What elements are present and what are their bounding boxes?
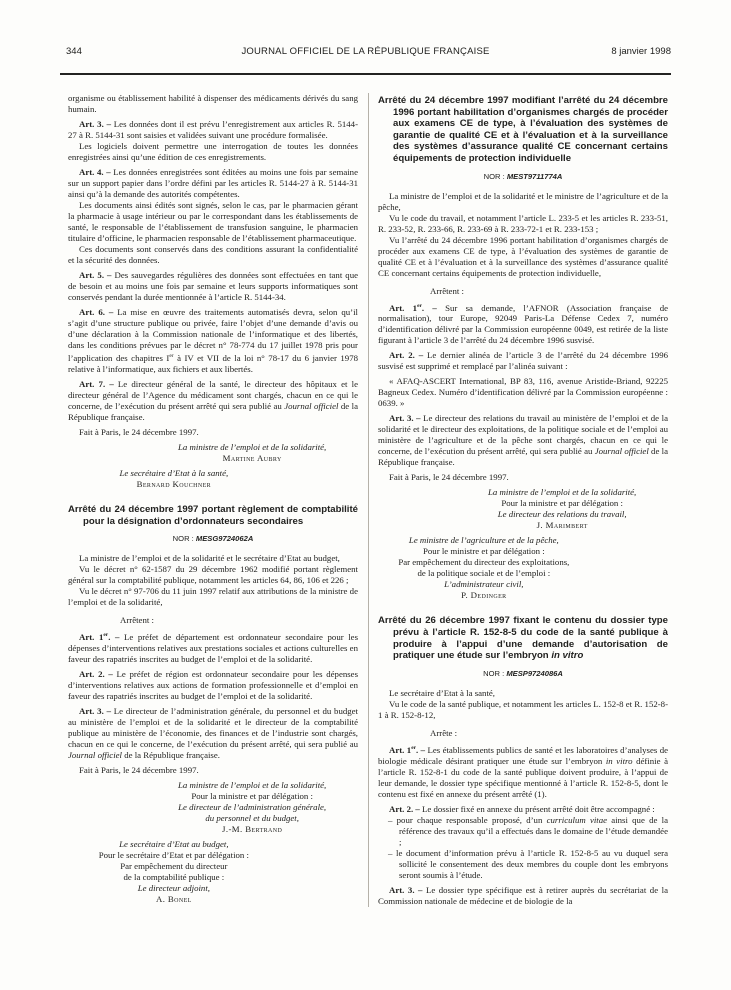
text-segment: P. Dedinger (461, 590, 507, 601)
paragraph (378, 743, 668, 800)
signature-line (378, 579, 668, 590)
paragraph (378, 213, 668, 235)
signature-line (68, 813, 358, 824)
text-segment: Les données enregistrées sont éditées au moins une fois par semaine sur un support papier dans l’ordre défini par les articles R. 5144-27 à R. 5144-31 ainsi qu’à la demande des autorités compétentes. (68, 167, 358, 199)
paragraph (68, 630, 358, 665)
page-number: 344 (66, 46, 82, 57)
signature-line (378, 590, 668, 601)
journal-title: JOURNAL OFFICIEL DE LA RÉPUBLIQUE FRANÇAISE (241, 46, 490, 57)
paragraph (68, 167, 358, 200)
signature-line (378, 535, 668, 546)
text-segment: Le préfet de département est ordonnateur secondaire pour les dépenses d’interventions relatives aux prestations sociales et actions culturelles en faveur des rapatriés inscrites au budget de l’emploi et de la solidarité. (68, 632, 359, 665)
signature-line (378, 557, 668, 568)
text-segment: Des sauvegardes régulières des données sont effectuées en tant que de besoin et au moins une fois par semaine et leurs supports informatiques sont conservés pendant la durée mentionnée à l’article R. 5144-34. (68, 270, 359, 302)
text-segment: « AFAQ-ASCERT International, BP 83, 116, avenue Aristide-Briand, 92225 Bagneux Cedex. Numéro d’identification délivré par la Commission européenne : 0639. » (378, 376, 668, 409)
text-segment: A. Bonel (155, 894, 192, 905)
text-segment: Journal officiel (68, 750, 122, 761)
text-segment: Sur sa demande, l’AFNOR (Association française de normalisation), tour Europe, 92049 Paris-La Défense Cedex 7, numéro d’identification délivré par la Commission européenne 0049, est retirée de la liste figurant à l’article 3 de l’arrêté du 24 décembre 1996 susvisé. (378, 302, 668, 346)
text-segment: Fait à Paris, le 24 décembre 1997. (79, 765, 199, 776)
text-segment: – le document d’information prévu à l’article R. 152-8-5 au vu duquel sera sollicité le consentement des deux membres du couple dont les embryons seront soumis à l’étude. (388, 847, 668, 880)
paragraph (68, 119, 358, 141)
text-segment: Arrêté du 24 décembre 1997 modifiant l’arrêté du 24 décembre 1996 portant habilitation d’organismes chargés de procéder aux examens CE de type, à l’évaluation des systèmes de garantie de qualité CE et à l’évaluation et à la surveillance des systèmes d’assurance qualité CE concernant certains équipements de protection individuelle (378, 95, 668, 164)
signature-line (68, 824, 358, 835)
text-segment: Pour la ministre et par délégation : (501, 498, 623, 509)
right-column (378, 93, 668, 907)
text-segment: Le préfet de région est ordonnateur secondaire pour les dépenses d’interventions relatives aux actions de formation professionnelle et d’emploi en faveur des rapatriés inscrites au budget de l’emploi et de la solidarité. (68, 669, 358, 702)
signature-line (378, 498, 668, 509)
text-segment: Le directeur de l’administration générale, du personnel et du budget au ministère de l’emploi et de la solidarité et le directeur de la comptabilité publique au ministère de l’économie, des finances et de l’industrie sont chargés, chacun en ce qui le concerne, de l’exécution du présent arrêté, qui sera publié au (68, 706, 358, 750)
signature-line (378, 568, 668, 579)
column-divider (368, 93, 369, 907)
paragraph (68, 200, 358, 244)
text-segment: Art. 7. – (79, 378, 118, 389)
paragraph (378, 804, 668, 815)
text-segment: Le secrétaire d’Etat à la santé, (119, 467, 229, 478)
page-body (68, 93, 668, 907)
text-segment: curriculum vitae (546, 814, 608, 825)
text-segment: J. Marimbert (536, 520, 588, 531)
text-segment: Le directeur de l’administration générale, (178, 802, 327, 813)
signature-line (68, 780, 358, 791)
signature-line (68, 802, 358, 813)
text-segment: er (417, 302, 422, 309)
text-segment: NOR : (172, 534, 196, 544)
signature-line (68, 839, 358, 850)
paragraph (68, 586, 358, 608)
text-segment: MESG9724062A (195, 534, 254, 544)
paragraph (378, 350, 668, 372)
text-segment: Vu le code du travail, et notamment l’article L. 233-5 et les articles R. 233-51, R. 233-52, R. 233-66, R. 233-69 à R. 233-72-1 et R. 233-153 ; (378, 212, 668, 234)
text-segment: Le directeur général de la santé, le directeur des hôpitaux et le directeur général de l’Agence du médicament sont chargés, chacun en ce qui le concerne, de l’exécution du présent arrêté qui sera publié au (68, 378, 358, 411)
paragraph (68, 379, 358, 423)
text-segment: Arrêté du 24 décembre 1997 portant règlement de comptabilité pour la désignation d’ordonnateurs secondaires (68, 503, 358, 527)
text-segment: Arrêté du 26 décembre 1997 fixant le contenu du dossier type prévu à l’article R. 152-8-5 du code de la santé publique à produire à l’appui d’une demande d’autorisation de pratiquer une étude sur l’embryon (378, 615, 668, 662)
text-segment: Art. 3. – (389, 413, 424, 424)
text-segment: NOR : (483, 171, 507, 181)
text-segment: NOR : (483, 668, 507, 678)
text-segment: . – (421, 302, 446, 313)
text-segment: Art. 2. – (389, 803, 422, 814)
nor-line (378, 668, 668, 679)
text-segment: La ministre de l’emploi et de la solidarité, (178, 780, 327, 791)
text-segment: Vu le code de la santé publique, et notamment les articles L. 152-8 et R. 152-8-1 à R. 152-8-12, (378, 698, 668, 720)
text-segment: Martine Aubry (222, 452, 282, 463)
text-segment: Art. 4. – (79, 167, 114, 177)
text-segment: Art. 1 (389, 302, 418, 313)
article-heading (68, 504, 358, 527)
text-segment: Les logiciels doivent permettre une interrogation de toutes les données enregistrées ainsi qu’une édition de ces enregistrements. (68, 141, 358, 162)
text-segment: Le secrétaire d’Etat au budget, (119, 839, 229, 850)
paragraph (378, 301, 668, 347)
text-segment: ainsi que de la référence des travaux qu’il a effectués dans le domaine de l’étude demandée ; (399, 814, 668, 847)
decree-formula (378, 286, 668, 297)
signature-line (68, 861, 358, 872)
signature-line (68, 894, 358, 905)
text-segment: Ces documents sont conservés dans des conditions assurant la confidentialité et la sécurité des données. (68, 244, 358, 265)
text-segment: Journal officiel (284, 400, 339, 411)
article-heading (378, 95, 668, 165)
text-segment: La ministre de l’emploi et de la solidarité, (178, 441, 327, 452)
paragraph (68, 706, 358, 761)
paragraph (68, 564, 358, 586)
nor-line (378, 171, 668, 182)
signature-line (68, 883, 358, 894)
text-segment: Le dossier fixé en annexe du présent arrêté doit être accompagné : (421, 803, 655, 814)
text-segment: de la République française. (122, 750, 220, 761)
text-segment: Pour le ministre et par délégation : (423, 546, 545, 557)
text-segment: Art. 2. – (79, 669, 117, 680)
text-segment: de la politique sociale et de l’emploi : (417, 568, 551, 579)
text-segment: Le directeur des relations du travail au ministère de l’emploi et de la solidarité et le directeur des exploitations, de la politique sociale et de l’emploi au ministère de l’agriculture et de la pêche sont chargés, chacun en ce qui le concerne, de l’exécution du présent arrêté, qui sera publié au (378, 413, 669, 457)
text-segment: à IV et VII de la loi n° 78-17 du 6 janvier 1978 relative à l’informatique, aux fichiers et aux libertés. (68, 352, 358, 374)
paragraph (68, 307, 358, 375)
nor-line (68, 533, 358, 544)
text-segment: Art. 6. – (79, 307, 118, 317)
text-segment: MEST9711774A (506, 171, 563, 181)
page-header (60, 46, 671, 62)
signature-line (378, 520, 668, 531)
signature-line (68, 850, 358, 861)
issue-date: 8 janvier 1998 (611, 46, 671, 57)
signature-line (68, 872, 358, 883)
text-segment: Le dossier type spécifique est à retirer auprès du secrétariat de la Commission nationale de médecine et de biologie de la (378, 884, 668, 906)
text-segment: Le directeur des relations du travail, (497, 509, 627, 520)
text-segment: MESP9724086A (506, 668, 563, 678)
signature-line (378, 546, 668, 557)
text-segment: Le dernier alinéa de l’article 3 de l’arrêté du 24 décembre 1996 susvisé est supprimé et remplacé par l’alinéa suivant : (378, 350, 669, 372)
text-segment: er (169, 353, 174, 359)
text-segment: définie à l’article R. 152-8-1 du code de la santé publique doivent produire, à l’appui de leur demande, le dossier type spécifique mentionné à l’article R. 152-8-5, dont le contenu est fixé en annexe du présent arrêté (1). (378, 755, 668, 799)
paragraph (378, 235, 668, 279)
text-segment: La ministre de l’emploi et de la solidarité, (488, 487, 637, 498)
text-segment: J.-M. Bertrand (222, 824, 283, 835)
signature-line (378, 509, 668, 520)
text-segment: er (411, 744, 417, 751)
text-segment: Arrêtent : (120, 615, 154, 626)
text-segment: in vitro (605, 755, 633, 766)
text-segment: Art. 3. – (79, 706, 114, 717)
paragraph (68, 553, 358, 564)
text-segment: Fait à Paris, le 24 décembre 1997. (389, 472, 509, 483)
text-segment: . – (416, 744, 428, 755)
text-segment: Art. 5. – (79, 270, 115, 280)
text-segment: Les données dont il est prévu l’enregistrement aux articles R. 5144-27 à R. 5144-31 sont saisies et validées suivant une procédure formalisée. (68, 119, 359, 140)
paragraph (68, 765, 358, 776)
text-segment: de la comptabilité publique : (123, 872, 225, 883)
text-segment: in vitro (551, 650, 584, 662)
text-segment: La ministre de l’emploi et de la solidarité et le secrétaire d’Etat au budget, (79, 553, 340, 564)
paragraph (68, 244, 358, 266)
text-segment: Le ministre de l’agriculture et de la pêche, (408, 535, 559, 546)
text-segment: . – (108, 632, 124, 643)
paragraph (378, 413, 668, 468)
text-segment: de la République française. (378, 446, 668, 468)
paragraph (68, 669, 358, 702)
text-segment: Art. 3. – (79, 119, 114, 129)
paragraph (68, 427, 358, 438)
text-segment: Art. 2. – (389, 350, 428, 361)
paragraph (68, 141, 358, 163)
text-segment: Par empêchement du directeur (120, 861, 228, 872)
text-segment: Bernard Kouchner (136, 478, 212, 489)
text-segment: Vu le décret n° 97-706 du 11 juin 1997 relatif aux attributions de la ministre de l’emploi et de la solidarité, (68, 586, 358, 608)
text-segment: Arrêtent : (430, 285, 464, 296)
text-segment: Arrête : (430, 727, 458, 738)
text-segment: La ministre de l’emploi et de la solidarité et le ministre de l’agriculture et de la pêche, (378, 190, 668, 212)
list-item (378, 815, 668, 848)
text-segment: Le directeur adjoint, (137, 883, 210, 894)
article-heading (378, 615, 668, 661)
text-segment: Les documents ainsi édités sont signés, selon le cas, par le pharmacien gérant la pharmacie à usage intérieur ou par le correspondant dans les établissements de santé, le responsable de l’établissement de transfusion sanguine, le pharmacien titulaire d’officine, le pharmacien responsable de l’établissement pharmaceutique. (68, 200, 358, 243)
text-segment: Fait à Paris, le 24 décembre 1997. (79, 426, 199, 437)
text-segment: Vu l’arrêté du 24 décembre 1996 portant habilitation d’organismes chargés de procéder aux examens CE de type, à l’évaluation des systèmes de garantie de qualité CE et à l’évaluation et à la surveillance des systèmes d’assurance qualité CE concernant certains équipements de protection individuelle, (378, 234, 668, 278)
text-segment: La mise en œuvre des traitements automatisés devra, selon qu’il s’agit d’une structure publique ou privée, faire l’objet d’une demande d’avis ou d’une déclaration à la Commission nationale de l’informatique et des libertés, dans les conditions prévues par le décret n° 78-774 du 17 juillet 1978 pris pour l’application des chapitres I (68, 307, 359, 363)
text-segment: du personnel et du budget, (205, 813, 299, 824)
text-segment: Art. 3. – (389, 884, 426, 895)
text-segment: Art. 1 (79, 632, 104, 643)
text-segment: Pour le secrétaire d’Etat et par délégation : (98, 850, 249, 861)
paragraph (378, 885, 668, 907)
text-segment: Par empêchement du directeur des exploitations, (398, 557, 570, 568)
text-segment: Le secrétaire d’Etat à la santé, (389, 687, 495, 698)
paragraph (378, 688, 668, 699)
text-segment: L’administrateur civil, (444, 579, 524, 590)
text-segment: Pour la ministre et par délégation : (191, 791, 313, 802)
text-segment: Art. 1 (389, 744, 412, 755)
signature-line (378, 487, 668, 498)
paragraph (378, 191, 668, 213)
header-rule (60, 73, 671, 75)
signature-line (68, 468, 358, 479)
signature-line (68, 453, 358, 464)
text-segment: – pour chaque responsable proposé, d’un (388, 814, 547, 825)
left-column (68, 93, 358, 907)
text-segment: Journal officiel (594, 446, 649, 457)
decree-formula (68, 615, 358, 626)
text-segment: er (103, 632, 109, 639)
decree-formula (378, 728, 668, 739)
text-segment: Vu le décret n° 62-1587 du 29 décembre 1962 modifié portant règlement général sur la comptabilité publique, notamment les articles 64, 86, 106 et 226 ; (68, 564, 358, 586)
signature-line (68, 442, 358, 453)
paragraph (378, 472, 668, 483)
list-item (378, 848, 668, 881)
text-segment: Les établissements publics de santé et les laboratoires d’analyses de biologie médicale désirant pratiquer une étude sur l’embryon (378, 744, 669, 766)
paragraph (68, 270, 358, 303)
text-segment: de la République française. (68, 400, 358, 422)
paragraph (378, 699, 668, 721)
signature-line (68, 791, 358, 802)
signature-line (68, 479, 358, 490)
paragraph (378, 376, 668, 409)
text-segment: organisme ou établissement habilité à dispenser des médicaments dérivés du sang humain. (68, 93, 358, 114)
continuation-paragraph (68, 93, 358, 115)
